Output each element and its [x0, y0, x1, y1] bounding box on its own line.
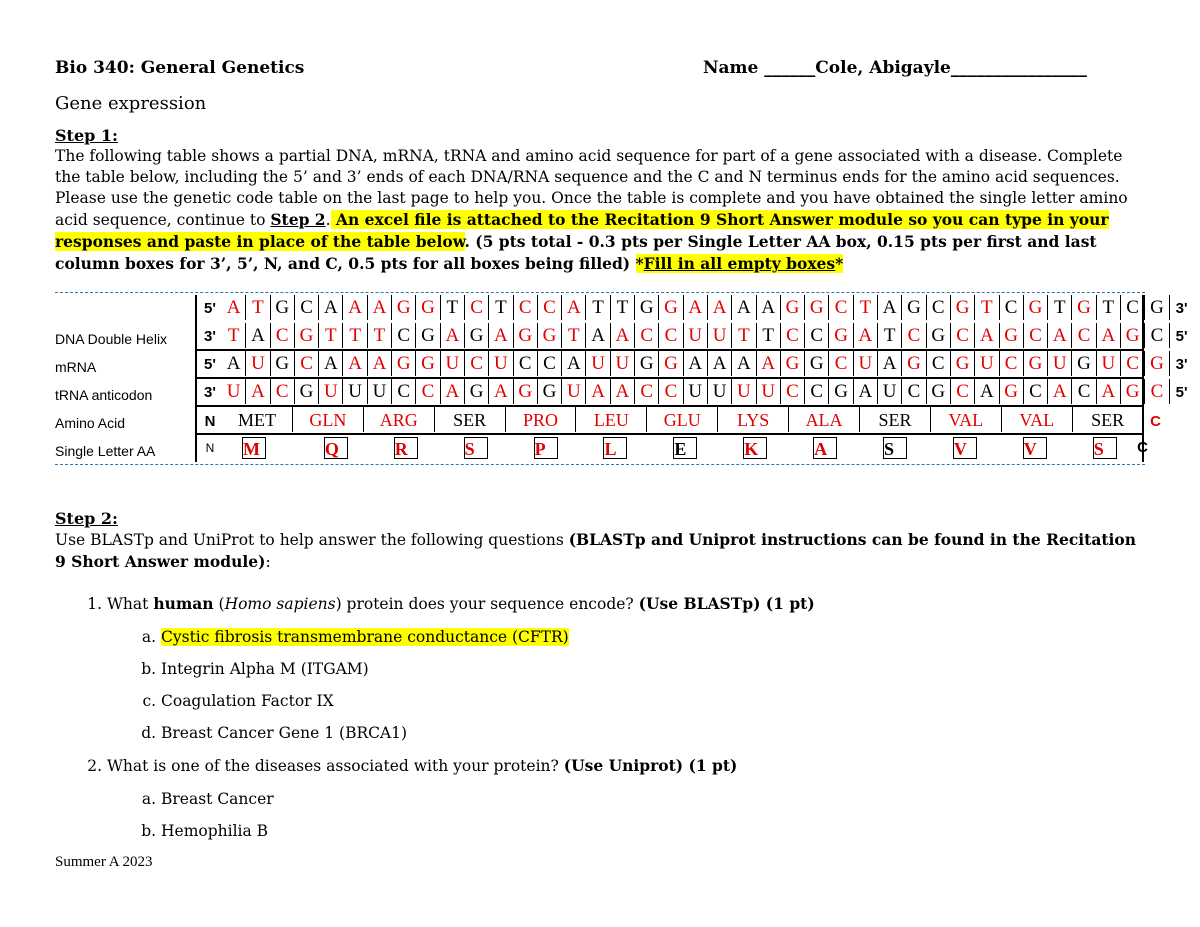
nucleotide-cell: C: [295, 295, 319, 320]
nucleotide-cell: G: [829, 323, 853, 348]
nucleotide-cell: T: [343, 323, 367, 348]
amino-acid-cell: SER: [860, 407, 931, 432]
nucleotide-cell: U: [586, 351, 610, 376]
nucleotide-cell: U: [1097, 351, 1121, 376]
name-suffix: ________________: [950, 58, 1087, 78]
nucleotide-cell: T: [1048, 295, 1072, 320]
fill-note-end: *: [835, 254, 844, 273]
nucleotide-cell: U: [975, 351, 999, 376]
single-letter-slot: [571, 436, 641, 461]
nucleotide-cell: A: [854, 323, 878, 348]
nucleotide-cell: C: [538, 295, 562, 320]
q1-options: [107, 627, 1187, 743]
single-letter-box[interactable]: P: [534, 437, 558, 459]
row-label-amino-acid: Amino Acid: [55, 415, 126, 431]
single-letter-slot: [1061, 436, 1131, 461]
amino-acid-cell: PRO: [506, 407, 577, 432]
nucleotide-cell: C: [1145, 323, 1169, 348]
strand-end-right: 3': [1175, 356, 1188, 373]
nucleotide-cell: G: [781, 295, 805, 320]
amino-acid-cell: GLN: [293, 407, 364, 432]
fill-note-text: Fill in all empty boxes: [643, 254, 836, 273]
single-letter-box[interactable]: K: [743, 437, 767, 459]
q1-option-d[interactable]: [161, 723, 1187, 743]
row-label-mrna: mRNA: [55, 359, 97, 375]
q1-option-b[interactable]: [161, 659, 1187, 679]
nucleotide-cell: A: [562, 351, 586, 376]
nucleotide-cell: G: [1145, 351, 1169, 376]
section-title: Gene expression: [55, 93, 207, 114]
nucleotide-cell: T: [611, 295, 635, 320]
nucleotide-cell: U: [441, 351, 465, 376]
nucleotide-cell: C: [271, 379, 295, 404]
course-title: Bio 340: General Genetics: [55, 58, 305, 78]
nucleotide-cell: U: [222, 379, 246, 404]
nucleotide-cell: G: [295, 379, 319, 404]
nucleotide-cell: C: [902, 323, 926, 348]
nucleotide-cell: T: [732, 323, 756, 348]
nucleotide-cell: G: [902, 295, 926, 320]
step2-intro-bold: (BLASTp and Uniprot instructions can be found in the Recitation 9 Short Answer module): [55, 530, 1137, 571]
nucleotide-cell: A: [757, 351, 781, 376]
q1-option-a-text: Cystic fibrosis transmembrane conductance (CFTR): [161, 628, 569, 646]
nucleotide-cell: U: [708, 323, 732, 348]
nucleotide-cell: C: [271, 323, 295, 348]
nucleotide-cell: G: [295, 323, 319, 348]
nucleotide-cell: C: [295, 351, 319, 376]
nucleotide-cell: C: [951, 323, 975, 348]
single-letter-row: [198, 436, 1155, 463]
nucleotide-cell: U: [611, 351, 635, 376]
nucleotide-cell: C: [1121, 295, 1145, 320]
amino-acid-cell: LEU: [576, 407, 647, 432]
fill-note: [636, 254, 844, 273]
sequence-table: [55, 292, 1188, 465]
dna-bottom-strand: [198, 323, 1194, 350]
nucleotide-cell: T: [878, 323, 902, 348]
amino-acid-cell: SER: [1073, 407, 1144, 432]
nucleotide-cell: C: [635, 323, 659, 348]
single-letter-slot: [362, 436, 432, 461]
nucleotide-cell: G: [902, 351, 926, 376]
nucleotide-cell: U: [368, 379, 392, 404]
q1-text-b: (: [213, 595, 225, 613]
nucleotide-cell: A: [562, 295, 586, 320]
step2-heading: Step 2:: [55, 509, 118, 528]
nucleotide-cell: G: [1121, 379, 1145, 404]
nucleotide-cell: A: [1048, 323, 1072, 348]
nucleotide-cell: A: [368, 295, 392, 320]
nucleotide-cell: C: [1000, 295, 1024, 320]
nucleotide-cell: G: [1000, 379, 1024, 404]
nucleotide-cell: C: [465, 351, 489, 376]
nucleotide-cell: A: [878, 295, 902, 320]
q1-points: (Use BLASTp) (1 pt): [638, 594, 815, 613]
nucleotide-cell: A: [757, 295, 781, 320]
n-terminus: N: [204, 413, 216, 430]
fill-note-star: *: [635, 254, 644, 273]
strand-end-left: 5': [204, 356, 216, 373]
nucleotide-cell: U: [732, 379, 756, 404]
nucleotide-cell: U: [684, 323, 708, 348]
nucleotide-cell: G: [781, 351, 805, 376]
nucleotide-cell: A: [684, 351, 708, 376]
nucleotide-cell: G: [465, 323, 489, 348]
nucleotide-cell: C: [927, 295, 951, 320]
single-letter-box[interactable]: Q: [324, 437, 348, 459]
nucleotide-cell: G: [805, 295, 829, 320]
question-list: [55, 594, 1187, 854]
single-letter-slot: [921, 436, 991, 461]
nucleotide-cell: C: [1000, 351, 1024, 376]
nucleotide-cell: C: [927, 351, 951, 376]
q1-italic: Homo sapiens: [224, 595, 336, 613]
nucleotide-cell: A: [222, 295, 246, 320]
nucleotide-cell: U: [878, 379, 902, 404]
nucleotide-cell: G: [392, 351, 416, 376]
nucleotide-cell: A: [854, 379, 878, 404]
q2-text: What is one of the diseases associated with your protein?: [107, 757, 564, 775]
nucleotide-cell: G: [514, 323, 538, 348]
nucleotide-cell: G: [635, 295, 659, 320]
nucleotide-cell: C: [635, 379, 659, 404]
q1-option-c-text: Coagulation Factor IX: [161, 692, 334, 710]
nucleotide-cell: T: [489, 295, 513, 320]
amino-acid-cell: VAL: [1002, 407, 1073, 432]
nucleotide-cell: T: [975, 295, 999, 320]
nucleotide-cell: C: [1072, 323, 1096, 348]
nucleotide-cell: G: [416, 295, 440, 320]
nucleotide-cell: T: [562, 323, 586, 348]
question-2: [107, 756, 1187, 841]
nucleotide-cell: C: [781, 323, 805, 348]
nucleotide-cell: C: [659, 379, 683, 404]
nucleotide-cell: U: [854, 351, 878, 376]
step2-intro: [55, 529, 1150, 573]
single-letter-slot: [711, 436, 781, 461]
step1-text: The following table shows a partial DNA, mRNA, tRNA and amino acid sequence for part of a gene associated with a disease. Complete the table below, including the 5’ and 3’ ends of each DNA/RNA sequence and the C and N terminus ends for the amino acid sequences. Please use the genetic code table on the last page to help you. Once the table is complete and you have obtained the single letter amino acid sequence, continue to: [55, 147, 1128, 229]
nucleotide-cell: T: [854, 295, 878, 320]
amino-acid-cell: GLU: [647, 407, 718, 432]
single-letter-box[interactable]: S: [464, 437, 488, 459]
excel-note: An excel file is attached to the Recitation 9 Short Answer module so you can type in your responses and paste in place of the table below: [55, 210, 1109, 251]
nucleotide-cell: T: [222, 323, 246, 348]
nucleotide-cell: G: [927, 323, 951, 348]
nucleotide-cell: A: [708, 351, 732, 376]
nucleotide-cell: G: [538, 323, 562, 348]
nucleotide-cell: A: [489, 323, 513, 348]
c-terminus-letter: C: [1137, 439, 1148, 456]
nucleotide-cell: A: [878, 351, 902, 376]
nucleotide-cell: U: [708, 379, 732, 404]
nucleotide-cell: G: [927, 379, 951, 404]
nucleotide-cell: U: [343, 379, 367, 404]
nucleotide-cell: C: [1024, 323, 1048, 348]
single-letter-slot: [222, 436, 292, 461]
nucleotide-cell: G: [1000, 323, 1024, 348]
q2-option-a-text: Breast Cancer: [161, 790, 274, 808]
name-value: Cole, Abigayle: [815, 58, 951, 78]
nucleotide-cell: T: [246, 295, 270, 320]
nucleotide-cell: G: [1024, 351, 1048, 376]
single-letter-box[interactable]: R: [394, 437, 418, 459]
nucleotide-cell: C: [1072, 379, 1096, 404]
name-prefix: Name ______: [703, 58, 816, 78]
step2-reference: Step 2: [270, 210, 326, 229]
single-letter-box[interactable]: S: [883, 437, 907, 459]
nucleotide-cell: G: [951, 351, 975, 376]
nucleotide-cell: A: [1097, 379, 1121, 404]
strand-end-left: 3': [204, 328, 216, 345]
nucleotide-cell: A: [975, 379, 999, 404]
nucleotide-cell: A: [975, 323, 999, 348]
page-footer: Summer A 2023: [55, 854, 153, 870]
step2-intro-text: Use BLASTp and UniProt to help answer the following questions: [55, 531, 569, 549]
nucleotide-cell: C: [392, 323, 416, 348]
amino-acid-row: [198, 407, 1168, 434]
q1-option-c[interactable]: [161, 691, 1187, 711]
single-letter-slot: [781, 436, 851, 461]
nucleotide-cell: G: [416, 323, 440, 348]
nucleotide-cell: A: [1097, 323, 1121, 348]
q1-bold: human: [153, 594, 214, 613]
nucleotide-cell: G: [271, 295, 295, 320]
nucleotide-cell: A: [708, 295, 732, 320]
nucleotide-cell: A: [586, 323, 610, 348]
nucleotide-cell: G: [805, 351, 829, 376]
nucleotide-cell: U: [562, 379, 586, 404]
single-letter-slot: [851, 436, 921, 461]
nucleotide-cell: C: [1121, 351, 1145, 376]
nucleotide-cell: T: [586, 295, 610, 320]
nucleotide-cell: T: [757, 323, 781, 348]
q1-text: What: [107, 595, 154, 613]
amino-acid-cell: SER: [435, 407, 506, 432]
nucleotide-cell: A: [611, 323, 635, 348]
strand-end-right: 3': [1175, 300, 1188, 317]
amino-acid-cell: LYS: [718, 407, 789, 432]
single-letter-box[interactable]: V: [1023, 437, 1047, 459]
single-letter-box[interactable]: V: [953, 437, 977, 459]
nucleotide-cell: G: [465, 379, 489, 404]
single-letter-box[interactable]: E: [673, 437, 697, 459]
step1-heading: Step 1:: [55, 126, 118, 145]
nucleotide-cell: G: [1072, 351, 1096, 376]
nucleotide-cell: C: [416, 379, 440, 404]
nucleotide-cell: C: [829, 295, 853, 320]
nucleotide-cell: A: [319, 295, 343, 320]
q2-option-b-text: Hemophilia B: [161, 822, 269, 840]
nucleotide-cell: A: [489, 379, 513, 404]
nucleotide-cell: C: [805, 379, 829, 404]
amino-acid-cell: ALA: [789, 407, 860, 432]
single-letter-box[interactable]: S: [1093, 437, 1117, 459]
nucleotide-cell: G: [1145, 295, 1169, 320]
amino-acid-cell: MET: [222, 407, 293, 432]
nucleotide-cell: U: [1048, 351, 1072, 376]
nucleotide-cell: C: [902, 379, 926, 404]
nucleotide-cell: G: [1121, 323, 1145, 348]
nucleotide-cell: C: [951, 379, 975, 404]
step1-period: .: [325, 211, 331, 229]
nucleotide-cell: G: [659, 351, 683, 376]
mrna-strand: [198, 351, 1194, 378]
nucleotide-cell: U: [757, 379, 781, 404]
nucleotide-cell: U: [246, 351, 270, 376]
nucleotide-cell: G: [659, 295, 683, 320]
nucleotide-cell: C: [805, 323, 829, 348]
row-label-single-letter: Single Letter AA: [55, 443, 156, 459]
nucleotide-cell: T: [368, 323, 392, 348]
nucleotide-cell: A: [586, 379, 610, 404]
nucleotide-cell: C: [829, 351, 853, 376]
nucleotide-cell: T: [1097, 295, 1121, 320]
nucleotide-cell: A: [222, 351, 246, 376]
nucleotide-cell: A: [441, 379, 465, 404]
nucleotide-cell: A: [684, 295, 708, 320]
nucleotide-cell: G: [951, 295, 975, 320]
q2-points: (Use Uniprot) (1 pt): [563, 756, 738, 775]
q1-option-b-text: Integrin Alpha M (ITGAM): [161, 660, 369, 678]
nucleotide-cell: T: [319, 323, 343, 348]
single-letter-box[interactable]: M: [242, 437, 266, 459]
row-label-dna: DNA Double Helix: [55, 331, 168, 347]
nucleotide-cell: A: [368, 351, 392, 376]
nucleotide-cell: A: [343, 351, 367, 376]
nucleotide-cell: C: [1145, 379, 1169, 404]
nucleotide-cell: G: [829, 379, 853, 404]
q1-option-a[interactable]: [161, 627, 1187, 647]
nucleotide-cell: U: [489, 351, 513, 376]
nucleotide-cell: A: [246, 379, 270, 404]
c-terminus: C: [1150, 413, 1161, 430]
dna-top-strand: [198, 295, 1194, 322]
nucleotide-cell: C: [514, 295, 538, 320]
single-letter-slot: [292, 436, 362, 461]
nucleotide-cell: A: [441, 323, 465, 348]
nucleotide-cell: G: [416, 351, 440, 376]
nucleotide-cell: C: [659, 323, 683, 348]
nucleotide-cell: G: [1072, 295, 1096, 320]
nucleotide-cell: C: [392, 379, 416, 404]
strand-end-left: 5': [204, 300, 216, 317]
single-letter-box[interactable]: L: [603, 437, 627, 459]
nucleotide-cell: U: [319, 379, 343, 404]
single-letter-slot: [991, 436, 1061, 461]
nucleotide-cell: A: [319, 351, 343, 376]
amino-acid-cell: ARG: [364, 407, 435, 432]
nucleotide-cell: G: [392, 295, 416, 320]
single-letter-slot: [641, 436, 711, 461]
row-label-trna: tRNA anticodon: [55, 387, 153, 403]
nucleotide-cell: G: [635, 351, 659, 376]
nucleotide-cell: A: [246, 323, 270, 348]
strand-end-right: 5': [1175, 328, 1188, 345]
question-1: [107, 594, 1187, 743]
nucleotide-cell: G: [538, 379, 562, 404]
trna-strand: [198, 379, 1194, 406]
strand-end-right: 5': [1175, 384, 1188, 401]
nucleotide-cell: A: [1048, 379, 1072, 404]
step2-intro-end: :: [265, 553, 271, 571]
nucleotide-cell: T: [441, 295, 465, 320]
nucleotide-cell: U: [684, 379, 708, 404]
q2-option-b[interactable]: [161, 821, 1187, 841]
q2-options: [107, 789, 1187, 841]
single-letter-slot: [432, 436, 502, 461]
amino-acid-cell: VAL: [931, 407, 1002, 432]
nucleotide-cell: A: [343, 295, 367, 320]
q2-option-a[interactable]: [161, 789, 1187, 809]
nucleotide-cell: G: [271, 351, 295, 376]
student-name-line: [703, 58, 1087, 78]
nucleotide-cell: C: [514, 351, 538, 376]
nucleotide-cell: C: [465, 295, 489, 320]
nucleotide-cell: C: [538, 351, 562, 376]
points-text: . (5 pts total - 0.3 pts per Single Letter AA box, 0.15 pts per first and last column boxes for 3’, 5’, N, and C, 0.5 pts for all boxes being filled): [55, 232, 1097, 273]
n-terminus-letter: N: [205, 441, 215, 455]
step1-instructions: [55, 146, 1150, 275]
nucleotide-cell: G: [1024, 295, 1048, 320]
q1-option-d-text: Breast Cancer Gene 1 (BRCA1): [161, 724, 408, 742]
nucleotide-cell: C: [1024, 379, 1048, 404]
strand-end-left: 3': [204, 384, 216, 401]
nucleotide-cell: C: [781, 379, 805, 404]
q1-text-c: ) protein does your sequence encode?: [335, 595, 639, 613]
nucleotide-cell: G: [514, 379, 538, 404]
single-letter-box[interactable]: A: [813, 437, 837, 459]
single-letter-slot: [502, 436, 572, 461]
nucleotide-cell: A: [732, 351, 756, 376]
nucleotide-cell: A: [611, 379, 635, 404]
nucleotide-cell: A: [732, 295, 756, 320]
